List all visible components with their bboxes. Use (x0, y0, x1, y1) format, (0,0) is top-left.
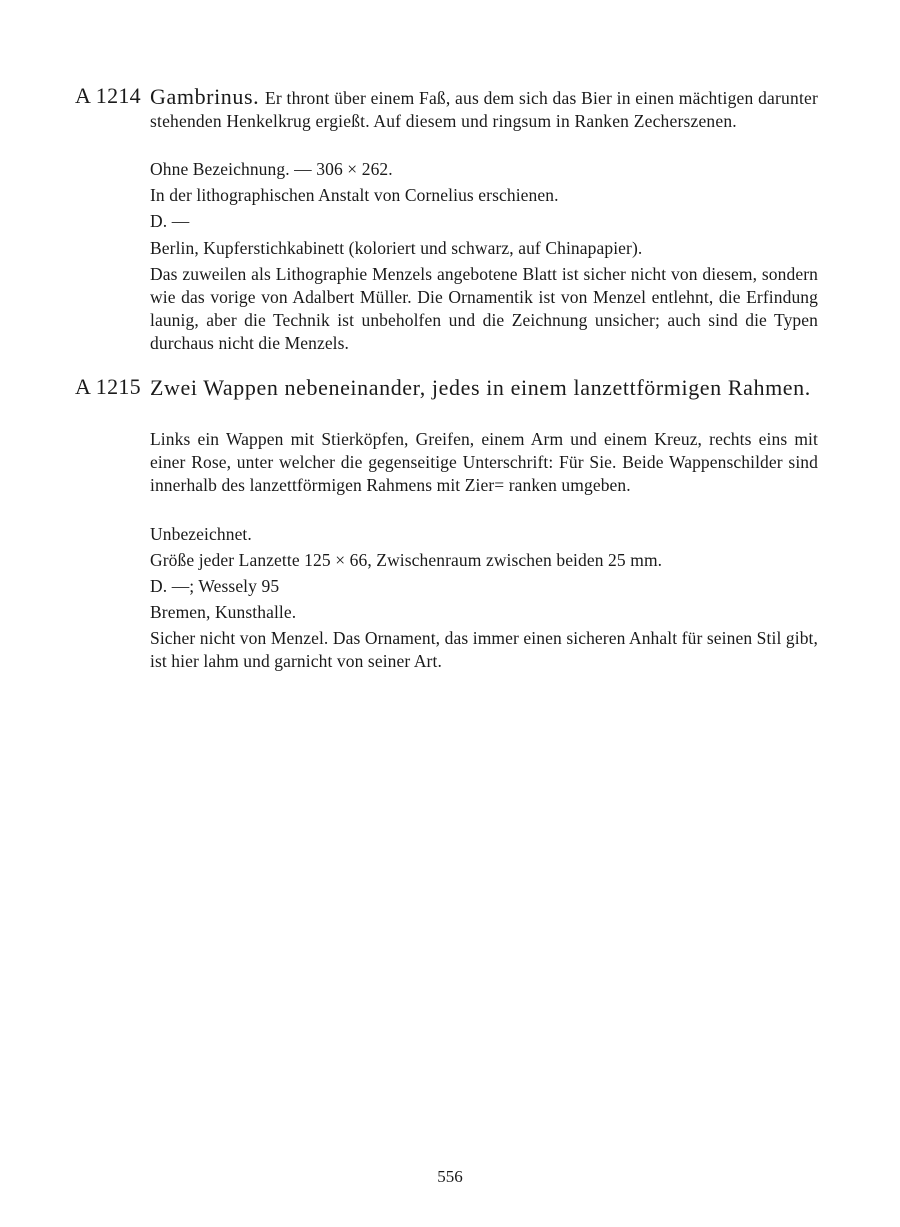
entry-title: Zwei Wappen nebeneinander, jedes in einem lanzettförmigen Rahmen. (150, 375, 811, 400)
entry-number: A 1214 (75, 83, 141, 108)
publication-note: In der lithographischen Anstalt von Cornelius erschienen. (150, 185, 559, 205)
entry-title: Gambrinus. (150, 84, 260, 109)
size: Größe jeder Lanzette 125 × 66, Zwischenraum zwischen beiden 25 mm. (150, 550, 663, 570)
entry-heading (150, 86, 818, 132)
inscription: Ohne Bezeichnung. — 306 × 262. (150, 159, 393, 179)
reference: D. — (150, 211, 190, 231)
comment: Das zuweilen als Lithographie Menzels angebotene Blatt ist sicher nicht von diesem, sondern wie das vorige von Adalbert Müller. Die Ornamentik ist von Menzel entlehnt, die Erfindung launig, aber die Technik ist unbeholfen und die Zeichnung unsicher; auch sind die Typen durchaus nicht die Menzels. (150, 264, 818, 353)
entry-number: A 1215 (75, 374, 141, 399)
comment: Sicher nicht von Menzel. Das Ornament, das immer einen sicheren Anhalt für seinen Stil gibt, ist hier lahm und garnicht von seiner Art. (150, 628, 818, 671)
collection: Berlin, Kupferstichkabinett (koloriert und schwarz, auf Chinapapier). (150, 238, 643, 258)
collection: Bremen, Kunsthalle. (150, 602, 297, 622)
page-number: 556 (437, 1167, 463, 1186)
reference: D. —; Wessely 95 (150, 576, 280, 596)
entry-description: Er thront über einem Faß, aus dem sich das Bier in einen mächtigen darunter stehenden Henkelkrug ergießt. Auf diesem und ringsum in Ranken Zecherszenen. (150, 88, 818, 131)
entry-description: Links ein Wappen mit Stierköpfen, Greifen, einem Arm und einem Kreuz, rechts eins mit einer Rose, unter welcher die gegenseitige Unterschrift: Für Sie. Beide Wappenschilder sind innerhalb des lanzettförmigen Rahmens mit Zier= ranken umgeben. (150, 429, 818, 495)
inscription: Unbezeichnet. (150, 524, 252, 544)
